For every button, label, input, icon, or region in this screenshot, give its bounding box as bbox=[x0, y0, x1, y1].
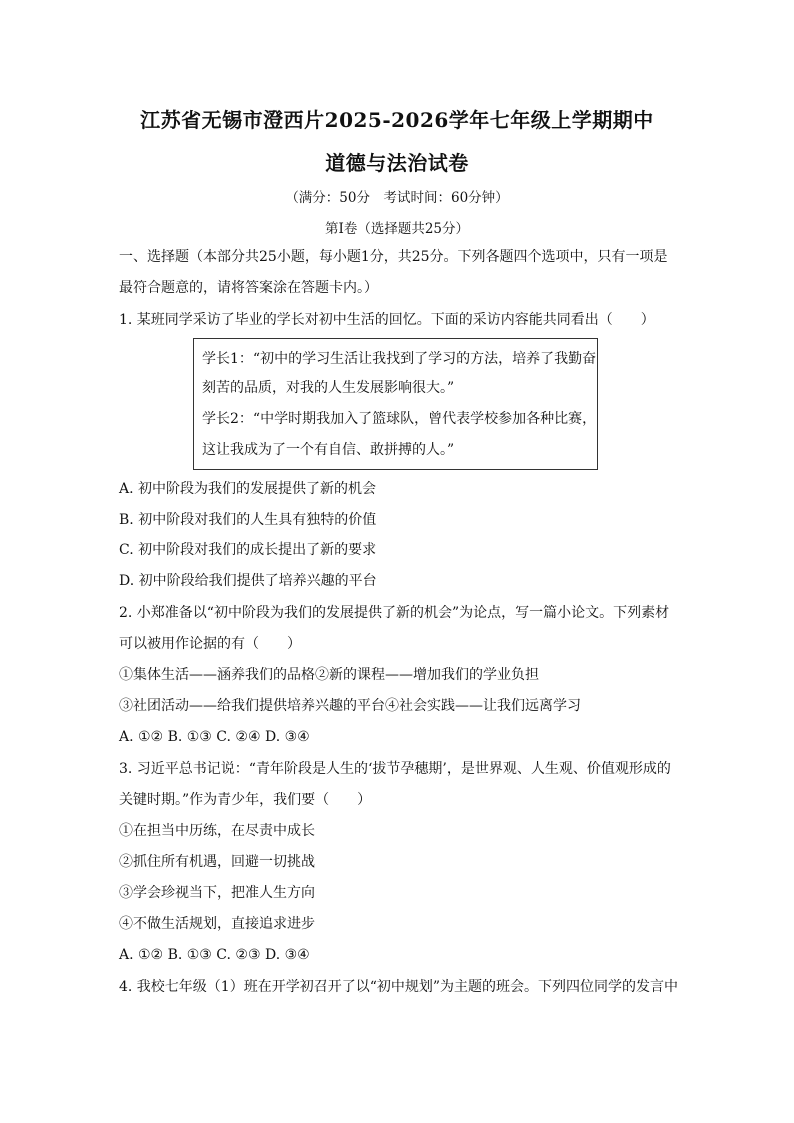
section-title: 第I卷（选择题共25分） bbox=[324, 221, 469, 237]
q4-stem-line1: 4. 我校七年级（1）班在开学初召开了以“初中规划”为主题的班会。下列四位同学的发言中 bbox=[119, 979, 679, 995]
exam-title-line2: 道德与法治试卷 bbox=[325, 151, 469, 175]
q2-stem-line2: 可以被用作论据的有（ ） bbox=[119, 636, 301, 652]
instructions-line2: 最符合题意的，请将答案涂在答题卡内。） bbox=[119, 280, 378, 296]
q1-option-c: C. 初中阶段对我们的成长提出了新的要求 bbox=[119, 542, 377, 558]
instructions-line1: 一、选择题（本部分共25小题，每小题1分，共25分。下列各题四个选项中，只有一项是 bbox=[119, 249, 668, 265]
q2-stem-line1: 2. 小郑准备以“初中阶段为我们的发展提供了新的机会”为论点，写一篇小论文。下列素材 bbox=[119, 605, 670, 621]
q1-option-d: D. 初中阶段给我们提供了培养兴趣的平台 bbox=[119, 573, 377, 589]
q2-item-line1: ①集体生活——涵养我们的品格②新的课程——增加我们的学业负担 bbox=[119, 667, 539, 683]
q1-stem: 1. 某班同学采访了毕业的学长对初中生活的回忆。下面的采访内容能共同看出（ ） bbox=[119, 312, 655, 328]
q1-option-b: B. 初中阶段对我们的人生具有独特的价值 bbox=[119, 512, 377, 528]
q2-item-line2: ③社团活动——给我们提供培养兴趣的平台④社会实践——让我们远离学习 bbox=[119, 698, 581, 714]
q3-item1: ①在担当中历练，在尽责中成长 bbox=[119, 823, 315, 839]
q1-quote-box bbox=[193, 338, 598, 470]
q3-options: A. ①② B. ①③ C. ②③ D. ③④ bbox=[119, 947, 310, 963]
q3-stem-line2: 关键时期。”作为青少年，我们要（ ） bbox=[119, 792, 372, 808]
q3-stem-line1: 3. 习近平总书记说：“青年阶段是人生的‘拔节孕穗期’，是世界观、人生观、价值观形成的 bbox=[119, 761, 671, 777]
q1-quote-line1: 学长1：“初中的学习生活让我找到了学习的方法，培养了我勤奋 bbox=[202, 351, 597, 367]
exam-info: （满分：50分 考试时间：60分钟） bbox=[285, 190, 509, 206]
exam-title-line1: 江苏省无锡市澄西片2025-2026学年七年级上学期期中 bbox=[140, 108, 654, 132]
q1-option-a: A. 初中阶段为我们的发展提供了新的机会 bbox=[119, 481, 377, 497]
q1-quote-line4: 这让我成为了一个有自信、敢拼搏的人。” bbox=[202, 442, 455, 458]
q1-quote-line3: 学长2：“中学时期我加入了篮球队，曾代表学校参加各种比赛， bbox=[202, 411, 597, 427]
q3-item3: ③学会珍视当下，把准人生方向 bbox=[119, 885, 315, 901]
q3-item4: ④不做生活规划，直接追求进步 bbox=[119, 916, 315, 932]
q1-quote-line2: 刻苦的品质，对我的人生发展影响很大。” bbox=[202, 380, 455, 396]
q2-options: A. ①② B. ①③ C. ②④ D. ③④ bbox=[119, 729, 310, 745]
q3-item2: ②抓住所有机遇，回避一切挑战 bbox=[119, 854, 315, 870]
